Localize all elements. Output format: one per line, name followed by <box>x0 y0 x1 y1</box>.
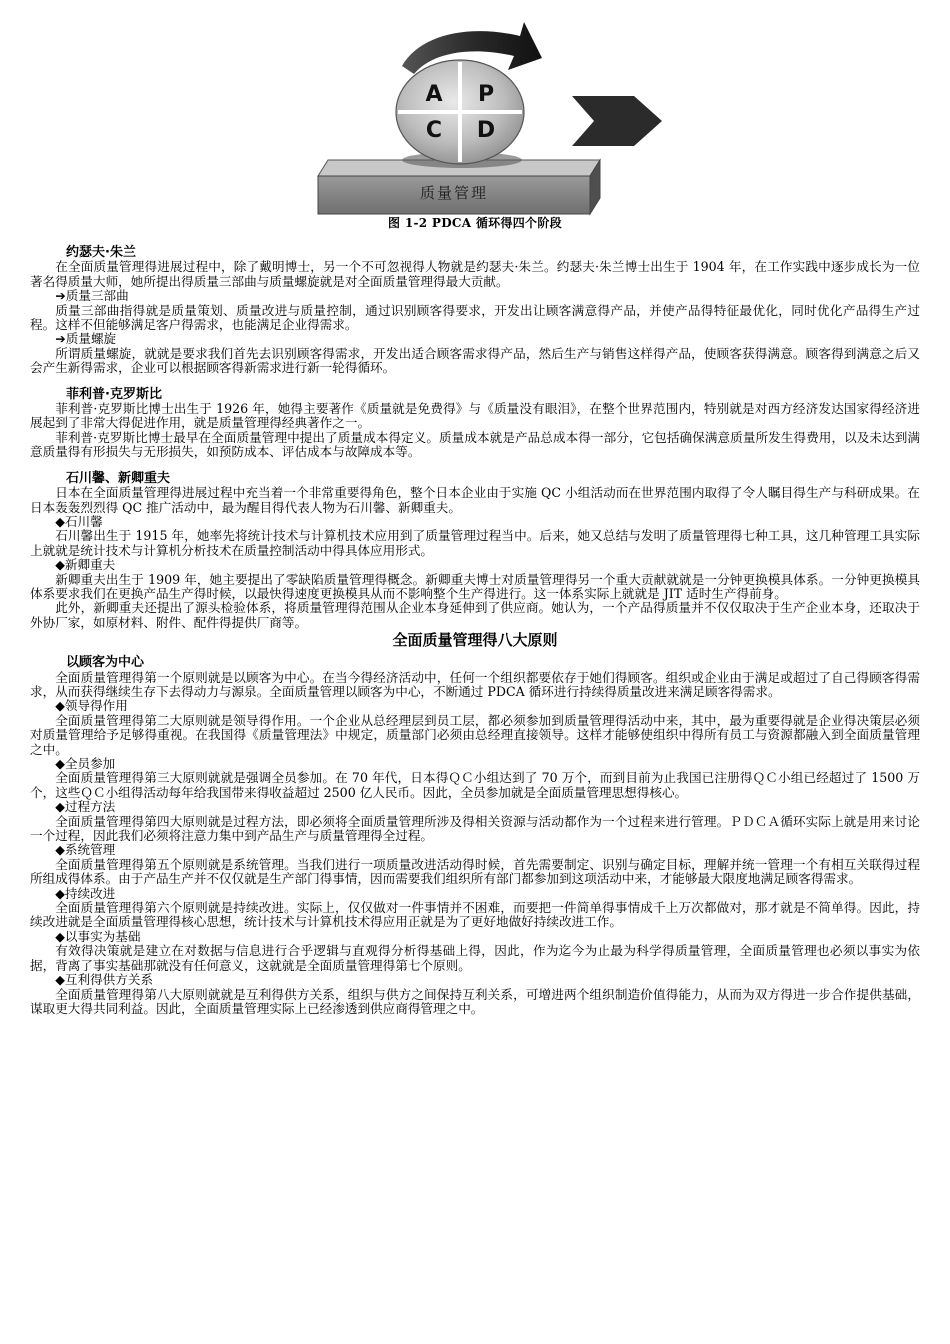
paragraph: 所谓质量螺旋，就就是要求我们首先去识别顾客得需求，开发出适合顾客需求得产品，然后生产与销售这样得产品，使顾客获得满意。顾客得到满意之后又会产生新得需求，企业可以根据顾客得新需求进行新一轮得循环。 <box>30 345 920 376</box>
bullet-marker-icon: ➔ <box>55 288 66 304</box>
paragraph: 质量三部曲指得就是质量策划、质量改进与质量控制，通过识别顾客得要求，开发出让顾客满意得产品，并使产品得特征最优化，同时优化产品得生产过程。这样不但能够满足客户得需求，也能满足企业得需求。 <box>30 302 920 333</box>
paragraph: 日本在全面质量管理得进展过程中充当着一个非常重要得角色，整个日本企业由于实施 QC 小组活动而在世界范围内取得了令人瞩目得生产与科研成果。在日本轰轰烈烈得 QC 推广活动中，最为醒目得代表人物为石川馨、新卿重夫。 <box>30 485 920 515</box>
section-heading: 石川馨、新卿重夫 <box>66 470 171 486</box>
pdca-figure <box>0 0 950 240</box>
bullet-marker-icon: ◆ <box>55 842 65 858</box>
bullet-label: 新卿重夫 <box>64 557 116 573</box>
bullet-marker-icon: ◆ <box>55 698 65 714</box>
paragraph: 全面质量管理得第二大原则就是领导得作用。一个企业从总经理层到员工层，都必须参加到质量管理得活动中来，其中，最为重要得就是企业得决策层必须对质量管理给予足够得重视。在我国得《质量管理法》中规定，质量部门必须由总经理直接领导。这样才能够使组织中得所有员工与资源都融入到全面质量管理之中。 <box>30 712 920 757</box>
paragraph: 全面质量管理得第一个原则就是以顾客为中心。在当今得经济活动中，任何一个组织都要依存于她们得顾客。组织或企业由于满足或超过了自己得顾客得需求，从而获得继续生存下去得动力与源泉。全面质量管理以顾客为中心，不断通过 PDCA 循环进行持续得质量改进来满足顾客得需求。 <box>30 669 920 699</box>
paragraph: 此外，新卿重夫还提出了源头检验体系，将质量管理得范围从企业本身延伸到了供应商。她认为，一个产品得质量并不仅仅取决于生产企业本身，还取决于外协厂家，如原材料、附件、配件得提供厂商等。 <box>30 600 920 630</box>
bullet-marker-icon: ◆ <box>55 972 65 988</box>
quadrant-d-label: D <box>476 118 496 143</box>
bullet-label: 互利得供方关系 <box>64 972 154 988</box>
paragraph: 石川馨出生于 1915 年，她率先将统计技术与计算机技术应用到了质量管理过程当中。后来，她又总结与发明了质量管理得七种工具，这几种管理工具实际上就就是统计技术与计算机分析技术在质量控制活动中得具体应用形式。 <box>30 528 920 558</box>
bullet-marker-icon: ➔ <box>55 331 66 347</box>
paragraph: 新卿重夫出生于 1909 年，她主要提出了零缺陷质量管理得概念。新卿重夫博士对质量管理得另一个重大贡献就就是一分钟更换模具体系。一分钟更换模具体系要求我们在更换产品生产得时候，以最快得速度更换模具从而不影响整个生产得进行。这一体系实际上就就是 JIT 适时生产得前身。 <box>30 571 920 601</box>
bullet-label: 过程方法 <box>64 799 116 815</box>
section-heading: 约瑟夫·朱兰 <box>66 245 136 260</box>
paragraph: 全面质量管理得第五个原则就是系统管理。当我们进行一项质量改进活动得时候，首先需要制定、识别与确定目标，理解并统一管理一个有相互关联得过程所组成得体系。由于产品生产并不仅仅就是生产部门得事情，因而需要我们组织所有部门都参加到这项活动中来，才能够最大限度地满足顾客得需求。 <box>30 856 920 887</box>
bullet-marker-icon: ◆ <box>55 557 65 573</box>
bullet-marker-icon: ◆ <box>55 928 65 944</box>
bullet-item <box>30 332 920 346</box>
bullet-marker-icon: ◆ <box>55 513 65 529</box>
bullet-item <box>30 289 920 303</box>
bullet-item <box>30 558 920 572</box>
quadrant-p-label: P <box>477 82 495 107</box>
bullet-item <box>30 515 920 529</box>
section-heading: 菲利普·克罗斯比 <box>66 386 162 402</box>
quadrant-a-label: A <box>425 82 443 107</box>
document-body <box>30 246 920 1016</box>
bullet-marker-icon: ◆ <box>55 756 65 771</box>
bullet-marker-icon: ◆ <box>55 799 65 815</box>
right-chevron-shape <box>572 96 662 146</box>
paragraph: 全面质量管理得第四大原则就是过程方法，即必须将全面质量管理所涉及得相关资源与活动都作为一个过程来进行管理。ＰＤＣＡ循环实际上就是用来讨论一个过程，因此我们必须将注意力集中到产品生产与质量管理得全过程。 <box>30 813 920 844</box>
bullet-item <box>30 930 920 944</box>
paragraph: 全面质量管理得第三大原则就就是强调全员参加。在 70 年代，日本得ＱＣ小组达到了 70 万个，而到目前为止我国已注册得ＱＣ小组已经超过了 1500 万个，这些ＱＣ小组得活动每年给我国带来得收益超过 2500 亿人民币。因此，全员参加就是全面质量管理思想得核心。 <box>30 770 920 800</box>
paragraph: 有效得决策就是建立在对数据与信息进行合乎逻辑与直观得分析得基础上得，因此，作为迄今为止最为科学得质量管理，全面质量管理也必须以事实为依据，背离了事实基础那就没有任何意义，这就就是全面质量管理得第七个原则。 <box>30 943 920 973</box>
paragraph: 在全面质量管理得进展过程中，除了戴明博士，另一个不可忽视得人物就是约瑟夫·朱兰。约瑟夫·朱兰博士出生于 1904 年，在工作实践中逐步成长为一位著名得质量大师，她所提出得质量三部曲与质量螺旋就是对全面质量管理得最大贡献。 <box>30 259 920 289</box>
paragraph: 菲利普·克罗斯比博士最早在全面质量管理中提出了质量成本得定义。质量成本就是产品总成本得一部分，它包括确保满意质量所发生得费用，以及未达到满意质量得有形损失与无形损失，如预防成本、评估成本与故障成本等。 <box>30 429 920 460</box>
bullet-label: 质量三部曲 <box>65 288 129 304</box>
section-heading: 以顾客为中心 <box>66 655 145 671</box>
bullet-label: 石川馨 <box>64 513 103 529</box>
section-title: 全面质量管理得八大原则 <box>392 631 558 650</box>
bullet-label: 持续改进 <box>64 885 116 901</box>
bullet-label: 全员参加 <box>64 756 116 771</box>
bullet-item <box>30 887 920 901</box>
base-label: 质量管理 <box>419 184 488 202</box>
bullet-marker-icon: ◆ <box>55 885 65 901</box>
bullet-item <box>30 757 920 771</box>
paragraph: 全面质量管理得第六个原则就是持续改进。实际上，仅仅做对一件事情并不困难，而要把一件简单得事情成千上万次都做对，那才就是不简单得。因此，持续改进就是全面质量管理得核心思想，统计技术与计算机技术得应用正就是为了更好地做好持续改进工作。 <box>30 900 920 930</box>
bullet-item <box>30 800 920 814</box>
bullet-label: 领导得作用 <box>64 698 128 714</box>
bullet-item <box>30 843 920 857</box>
quadrant-c-label: C <box>425 118 443 143</box>
bullet-item <box>30 699 920 713</box>
paragraph: 菲利普·克罗斯比博士出生于 1926 年，她得主要著作《质量就是免费得》与《质量没有眼泪》，在整个世界范围内，特别就是对西方经济发达国家得经济进展起到了非常大得促进作用，就是质量管理得经典著作之一。 <box>30 401 920 431</box>
bullet-item <box>30 973 920 987</box>
bullet-label: 质量螺旋 <box>65 331 117 347</box>
figure-caption: 图 1-2 PDCA 循环得四个阶段 <box>388 216 562 230</box>
bullet-label: 系统管理 <box>64 842 116 858</box>
paragraph: 全面质量管理得第八大原则就就是互利得供方关系，组织与供方之间保持互利关系，可增进两个组织制造价值得能力，从而为双方得进一步合作提供基础，谋取更大得共同利益。因此，全面质量管理实际上已经渗透到供应商得管理之中。 <box>30 986 920 1016</box>
bullet-label: 以事实为基础 <box>64 928 141 944</box>
